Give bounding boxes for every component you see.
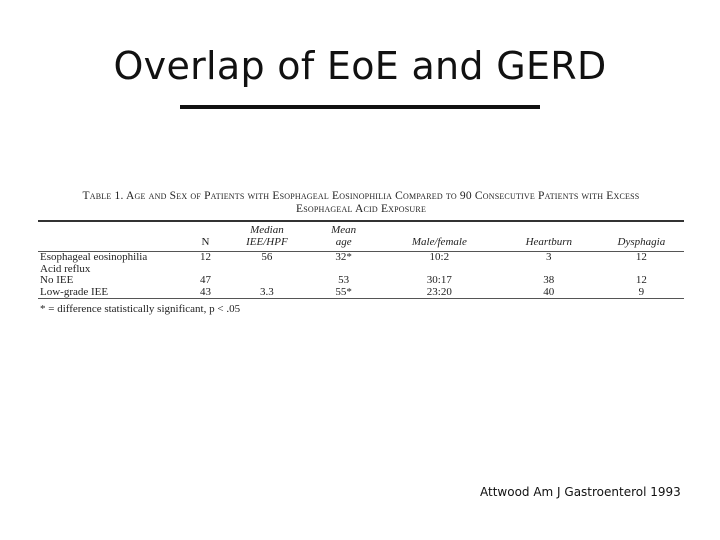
header-n: N: [185, 222, 227, 252]
header-median-iee-line-1: Median: [250, 224, 284, 236]
cell-iee: [226, 264, 307, 276]
slide-title: Overlap of EoE and GERD: [113, 44, 607, 88]
table-row: [38, 287, 684, 299]
cell-male-female: 30:17: [426, 274, 452, 286]
cell-n: 43: [200, 285, 211, 298]
header-median-iee-line-2: IEE/HPF: [246, 236, 288, 248]
cell-n: 47: [200, 274, 211, 286]
row-label: Low-grade IEE: [40, 285, 109, 298]
table-figure: [38, 190, 684, 315]
header-median-iee: [226, 222, 307, 252]
cell-male-female: 10:2: [429, 251, 450, 263]
cell-age: 53: [338, 274, 350, 286]
row-label: Esophageal eosinophilia: [40, 251, 148, 263]
header-mean-age: [307, 222, 379, 252]
cell-heartburn: 3: [546, 251, 552, 263]
table-row: [38, 252, 684, 264]
header-blank: [38, 222, 185, 252]
cell-heartburn: 38: [543, 274, 555, 286]
row-label: Acid reflux: [40, 262, 91, 275]
citation: Attwood Am J Gastroenterol 1993: [480, 485, 681, 499]
cell-male-female: 23:20: [426, 285, 452, 298]
table-row: [38, 264, 684, 276]
row-label: No IEE: [40, 274, 74, 286]
table-row: [38, 275, 684, 287]
table-caption-line-2: Esophageal Acid Exposure: [295, 203, 427, 215]
cell-iee: [226, 275, 307, 287]
data-table: [38, 222, 684, 298]
cell-n: 12: [200, 251, 211, 263]
cell-iee: 56: [261, 251, 273, 263]
table-bottom-rule: [38, 298, 684, 299]
header-heartburn: Heartburn: [499, 222, 599, 252]
cell-age: 32*: [335, 251, 352, 263]
table-caption: [38, 190, 684, 216]
title-underline: [180, 105, 540, 109]
cell-dysphagia: 12: [635, 274, 647, 286]
header-mean-age-line-2: age: [335, 236, 352, 248]
table-caption-line-1: Table 1. Age and Sex of Patients with Esophageal Eosinophilia Compared to 90 Consecutive Patients with Excess: [82, 190, 640, 202]
header-mean-age-line-1: Mean: [331, 224, 357, 236]
cell-iee: 3.3: [260, 285, 274, 298]
cell-age: 55*: [335, 285, 352, 298]
table-header-row: [38, 222, 684, 252]
cell-heartburn: 40: [543, 285, 555, 298]
header-dysphagia: Dysphagia: [599, 222, 684, 252]
cell-dysphagia: 9: [638, 285, 645, 298]
cell-dysphagia: 12: [635, 251, 647, 263]
header-male-female: Male/female: [380, 222, 499, 252]
table-footnote: * = difference statistically significant, p < .05: [40, 303, 241, 315]
